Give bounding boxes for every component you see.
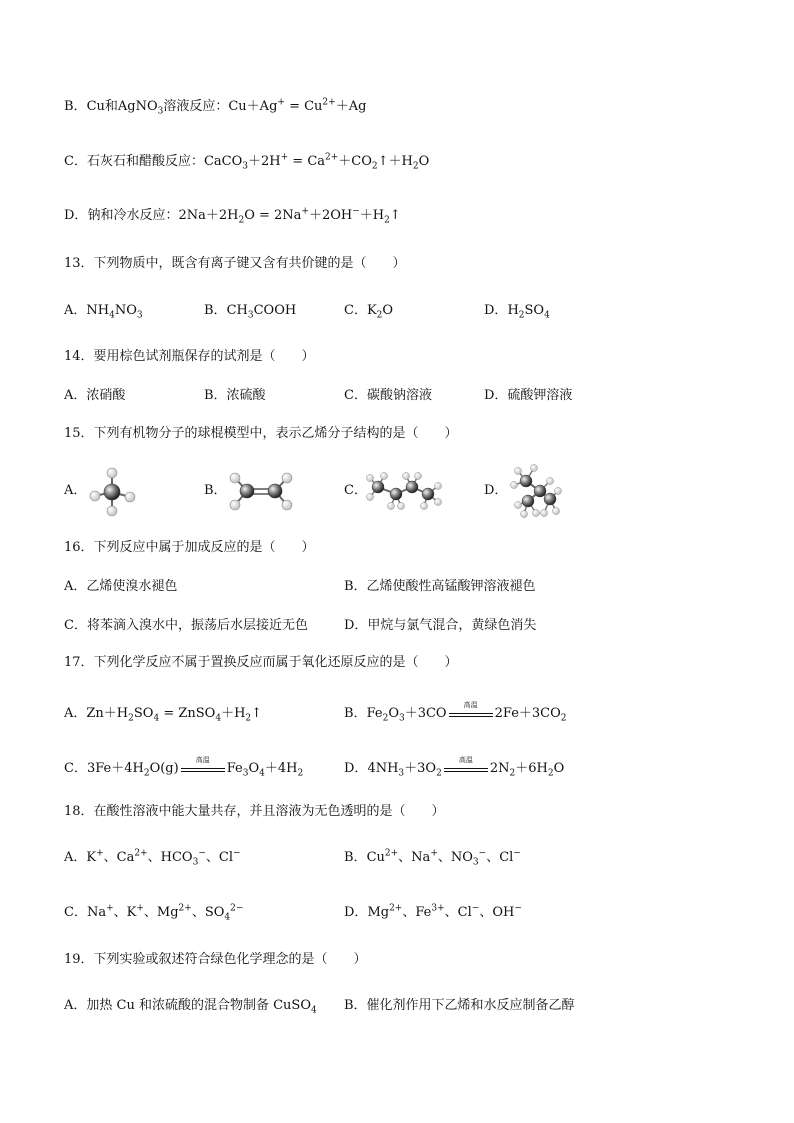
question-16-stem: 16．下列反应中属于加成反应的是（ ） — [64, 540, 315, 555]
q14-option-b: B．浓硫酸 — [204, 388, 266, 403]
q15-option-d-label: D． — [484, 483, 508, 498]
q19-option-a: A．加热 Cu 和浓硫酸的混合物制备 CuSO$_4$ — [64, 998, 317, 1016]
q15-option-b-label: B． — [204, 483, 227, 498]
q18-option-d: D．$Mg^{2+}$、$Fe^{3+}$、Cl−、OH− — [344, 903, 522, 920]
high-temp-condition: 高温 — [449, 707, 493, 721]
q18-option-b: B．$Cu^{2+}$、Na+、$NO_3^-$、Cl− — [344, 848, 521, 868]
high-temp-condition: 高温 — [444, 762, 488, 776]
q16-option-c: C．将苯滴入溴水中，振荡后水层接近无色 — [64, 618, 308, 633]
q15-option-a-label: A． — [64, 483, 87, 498]
question-14-stem: 14．要用棕色试剂瓶保存的试剂是（ ） — [64, 349, 315, 364]
option-c-prev: C．石灰石和醋酸反应：CaCO$_3$＋2H+ = $Ca^{2+}+CO_2↑+H_2O$ — [64, 152, 430, 172]
q17-option-d: D．$4NH_3+3O_2$ 高温 $2N_2+6H_2O$ — [344, 755, 565, 779]
q15-molecule-d — [506, 461, 562, 521]
q18-option-a: A．K+、$Ca^{2+}$、$HCO_3^-$、Cl− — [64, 848, 241, 868]
question-19-stem: 19．下列实验或叙述符合绿色化学理念的是（ ） — [64, 952, 367, 967]
question-18-stem: 18．在酸性溶液中能大量共存，并且溶液为无色透明的是（ ） — [64, 804, 445, 819]
q16-option-a: A．乙烯使溴水褪色 — [64, 579, 178, 594]
q15-molecule-a — [86, 466, 140, 520]
q16-option-b: B．乙烯使酸性高锰酸钾溶液褪色 — [344, 579, 536, 594]
q13-option-c: C．$K_2O$ — [344, 303, 394, 321]
q18-option-c: C．Na+、K+、$Mg^{2+}$、$SO_4^{2-}$ — [64, 903, 244, 923]
question-17-stem: 17．下列化学反应不属于置换反应而属于氧化还原反应的是（ ） — [64, 655, 458, 670]
q15-option-c-label: C． — [344, 483, 367, 498]
q17-option-a: A．$Zn+H_2SO_4$ = $ZnSO_4+H_2↑$ — [64, 706, 263, 724]
q13-option-b: B．$CH_3COOH$ — [204, 303, 297, 321]
q16-option-d: D．甲烷与氯气混合，黄绿色消失 — [344, 618, 537, 633]
question-13-stem: 13．下列物质中，既含有离子键又含有共价键的是（ ） — [64, 256, 406, 271]
high-temp-condition: 高温 — [181, 762, 225, 776]
q13-option-d: D．$H_2SO_4$ — [484, 303, 550, 321]
q14-option-d: D．硫酸钾溶液 — [484, 388, 573, 403]
option-b-prev: B．Cu和AgNO$_3$溶液反应：$Cu+Ag^+ = Cu^{2+}+Ag$ — [64, 97, 367, 117]
option-d-prev: D．钠和冷水反应：$2Na+2H_2O$ = $2Na^++2OH^-+H_2↑$ — [64, 206, 401, 226]
question-15-stem: 15．下列有机物分子的球棍模型中，表示乙烯分子结构的是（ ） — [64, 426, 458, 441]
q19-option-b: B．催化剂作用下乙烯和水反应制备乙醇 — [344, 998, 575, 1013]
q14-option-c: C．碳酸钠溶液 — [344, 388, 432, 403]
q17-option-b: B．$Fe_2O_3+3CO$ 高温 $2Fe+3CO_2$ — [344, 700, 567, 724]
q13-option-a: A．$NH_4NO_3$ — [64, 303, 143, 321]
q15-molecule-c — [366, 470, 442, 514]
q14-option-a: A．浓硝酸 — [64, 388, 126, 403]
q15-molecule-b — [226, 470, 298, 514]
q17-option-c: C．$3Fe+4H_2O(g)$ 高温 $Fe_3O_4+4H_2$ — [64, 755, 304, 779]
